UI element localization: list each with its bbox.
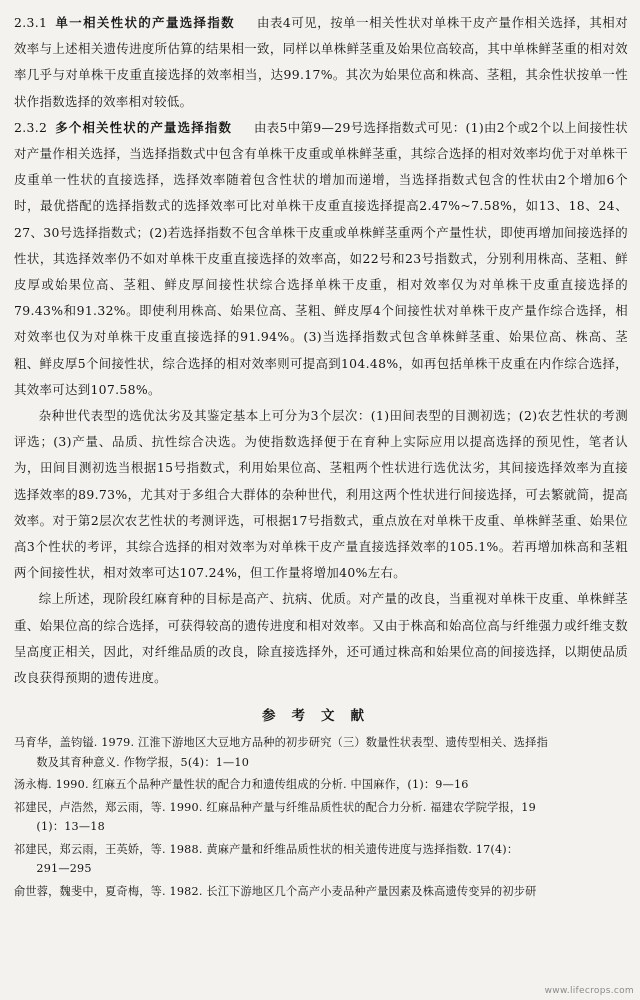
references-heading: 参考文献 <box>262 708 380 725</box>
reference-text: 祁建民，卢浩然，郑云雨，等. 1990. 红麻品种产量与纤维品质性状的配合力分析. 福建农学院学报，19 <box>14 800 536 814</box>
reference-item <box>14 733 628 772</box>
references-list <box>14 733 628 901</box>
section-2-3-2-paragraph <box>14 115 628 403</box>
reference-text: 祁建民，郑云雨，王英娇，等. 1988. 黄麻产量和纤维品质性状的相关遗传进度与选择指数. 17(4)： <box>14 842 519 856</box>
reference-text: 俞世蓉，魏斐中，夏奇梅，等. 1982. 长江下游地区几个高产小麦品种产量因素及株高遗传变异的初步研 <box>14 884 537 898</box>
body-paragraph-summary: 综上所述，现阶段红麻育种的目标是高产、抗病、优质。对产量的改良，当重视对单株干皮重、单株鲜茎重、始果位高的综合选择，可获得较高的遗传进度和相对效率。又由于株高和始高位高与纤维强力或纤维支数呈高度正相关，因此，对纤维品质的改良，除直接选择外，还可通过株高和始果位高的间接选择，以期使品质改良获得预期的遗传进度。 <box>14 591 628 686</box>
section-body: 由表5中第9—29号选择指数式可见：(1)由2个或2个以上间接性状对产量作相关选择，当选择指数式中包含有单株干皮重或单株鲜茎重，其综合选择的相对效率均优于对单株干皮重单一性状的直接选择，选择效率随着包含性状的增加而递增，当选择指数式包含的性状由2个增加6个时，最优搭配的选择指数式的选择效率可比对单株干皮重直接选择提高2.47%~7.58%，如13、18、24、27、30号选择指数式；(2)若选择指数不包含单株干皮重或单株鲜茎重两个产量性状，即使再增加间接选择的性状，其选择效率仍不如对单株干皮重直接选择的效率高，如22号和23号指数式，分别利用株高、茎粗、鲜皮厚或始果位高、茎粗、鲜皮厚间接性状综合选择单株干皮重，相对效率仅为对单株干皮重直接选择的79.43%和91.32%。即使利用株高、始果位高、茎粗、鲜皮厚4个间接性状对单株干皮产量作综合选择，相对效率也仅为对单株干皮重直接选择的91.94%。(3)当选择指数式包含单株鲜茎重、始果位高、株高、茎粗、鲜皮厚5个间接性状，综合选择的相对效率则可提高到104.48%，如再包括单株干皮重在内作综合选择，其效率可达到107.58%。 <box>14 119 628 397</box>
reference-continuation: 291—295 <box>36 862 92 876</box>
reference-item <box>14 882 628 902</box>
reference-text: 马育华，盖钧镒. 1979. 江淮下游地区大豆地方品种的初步研究（三）数量性状表型、遗传型相关、选择指 <box>14 736 548 750</box>
reference-item <box>14 798 628 837</box>
body-paragraph-selection-levels: 杂种世代表型的选优汰劣及其鉴定基本上可分为3个层次：(1)田间表型的目测初选；(2)农艺性状的考测评选；(3)产量、品质、抗性综合决选。为使指数选择便于在育种上实际应用以提高选择的预见性，笔者认为，田间目测初选当根据15号指数式，利用始果位高、茎粗两个性状进行选优汰劣，其间接选择效率为直接选择效率的89.73%，尤其对于多组合大群体的杂种世代，利用这两个性状进行间接选择，可去繁就简，提高效率。对于第2层次农艺性状的考测评选，可根据17号指数式，重点放在对单株干皮重、单株鲜茎重、始果位高3个性状的考评，其综合选择的相对效率为对单株干皮产量直接选择效率的105.1%。若再增加株高和茎粗两个间接性状，相对效率可达107.24%，但工作量将增加40%左右。 <box>14 408 628 581</box>
reference-item <box>14 775 628 795</box>
section-body: 由表4可见，按单一相关性状对单株干皮产量作相关选择，其相对效率与上述相关遗传进度所估算的结果相一致，同样以单株鲜茎重及始果位高较高，其中单株鲜茎重的相对效率几乎与对单株干皮重直接选择的效率相当，达99.17%。其次为始果位高和株高、茎粗，其余性状按单一性状作指数选择的效率相对较低。 <box>14 15 628 109</box>
section-title: 单一相关性状的产量选择指数 <box>55 15 235 30</box>
reference-continuation: (1)：13—18 <box>36 820 105 834</box>
section-title: 多个相关性状的产量选择指数 <box>55 119 233 135</box>
section-2-3-1-paragraph <box>14 10 628 115</box>
reference-text: 汤永梅. 1990. 红麻五个品种产量性状的配合力和遗传组成的分析. 中国麻作，(1)：9—16 <box>14 778 469 792</box>
reference-continuation: 数及其育种意义. 作物学报，5(4)：1—10 <box>36 755 250 769</box>
section-number: 2.3.1 <box>14 15 48 30</box>
watermark: www.lifecrops.com <box>544 986 634 996</box>
section-number: 2.3.2 <box>14 119 48 135</box>
reference-item <box>14 840 628 879</box>
